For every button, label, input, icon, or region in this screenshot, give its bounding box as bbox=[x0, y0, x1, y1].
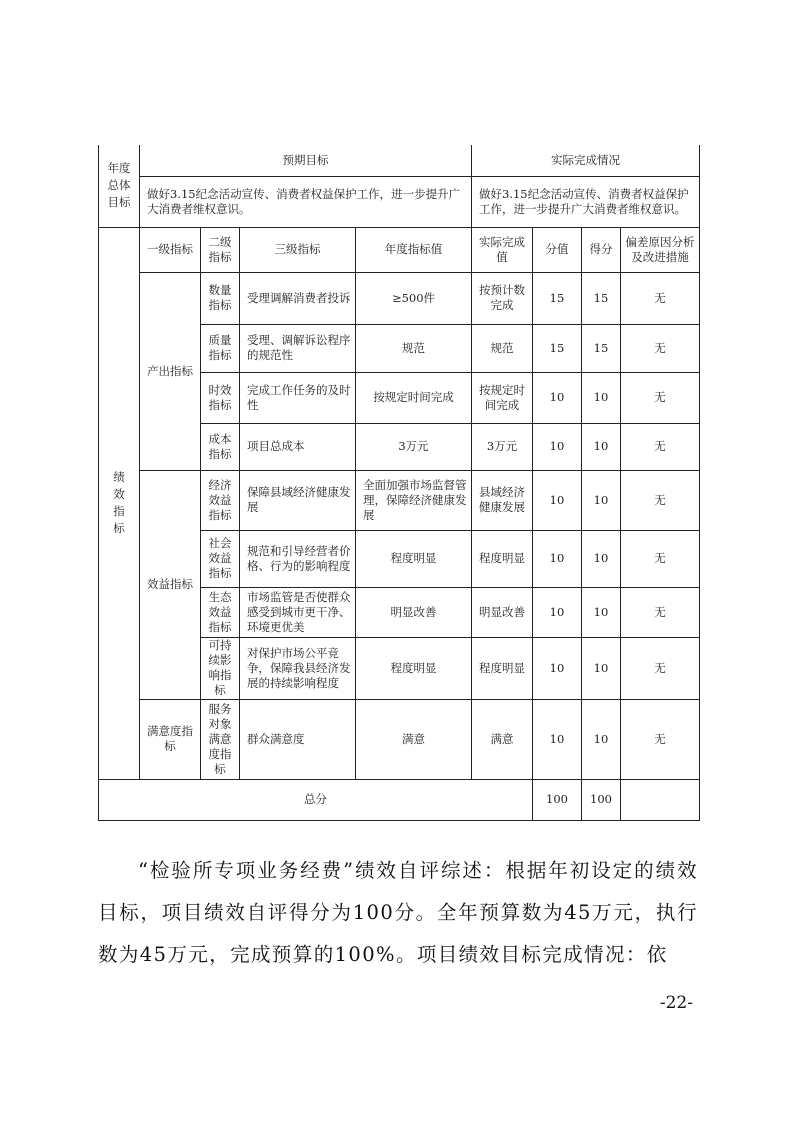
row-score-got: 10 bbox=[582, 699, 621, 779]
header-level2: 二级指标 bbox=[201, 227, 240, 272]
row-deviation: 无 bbox=[621, 637, 700, 699]
row-score-value: 10 bbox=[533, 372, 582, 423]
row-level3: 对保护市场公平竞争，保障我县经济发展的持续影响程度 bbox=[240, 637, 356, 699]
actual-completion-header: 实际完成情况 bbox=[472, 145, 700, 176]
row-level3: 保障县域经济健康发展 bbox=[240, 470, 356, 530]
row-level3: 市场监管是否使群众感受到城市更干净、环境更优美 bbox=[240, 587, 356, 637]
header-deviation: 偏差原因分析及改进措施 bbox=[621, 227, 700, 272]
row-actual-value: 规范 bbox=[472, 324, 533, 372]
row-level2: 时效指标 bbox=[201, 372, 240, 423]
row-level2: 生态效益指标 bbox=[201, 587, 240, 637]
performance-label bbox=[99, 227, 140, 779]
row-annual-value: 3万元 bbox=[356, 423, 472, 470]
row-deviation: 无 bbox=[621, 699, 700, 779]
row-level2: 质量指标 bbox=[201, 324, 240, 372]
row-actual-value: 明显改善 bbox=[472, 587, 533, 637]
row-score-got: 10 bbox=[582, 470, 621, 530]
row-deviation: 无 bbox=[621, 272, 700, 324]
row-score-value: 15 bbox=[533, 324, 582, 372]
row-level2: 社会效益指标 bbox=[201, 530, 240, 587]
row-score-got: 10 bbox=[582, 530, 621, 587]
group-satisfaction: 满意度指标 bbox=[140, 699, 201, 779]
row-level2: 数量指标 bbox=[201, 272, 240, 324]
expected-goal-header: 预期目标 bbox=[140, 145, 472, 176]
summary-paragraph-text: “检验所专项业务经费”绩效自评综述：根据年初设定的绩效目标，项目绩效自评得分为100分。全年预算数为45万元，执行数为45万元，完成预算的100%。项目绩效目标完成情况：依 bbox=[98, 859, 698, 966]
row-deviation: 无 bbox=[621, 372, 700, 423]
group-output: 产出指标 bbox=[140, 272, 201, 470]
row-actual-value: 县域经济健康发展 bbox=[472, 470, 533, 530]
row-actual-value: 满意 bbox=[472, 699, 533, 779]
row-level3: 受理、调解诉讼程序的规范性 bbox=[240, 324, 356, 372]
row-annual-value: 按规定时间完成 bbox=[356, 372, 472, 423]
group-benefit: 效益指标 bbox=[140, 470, 201, 699]
table-row bbox=[99, 470, 700, 530]
row-deviation: 无 bbox=[621, 470, 700, 530]
row-score-got: 15 bbox=[582, 272, 621, 324]
row-annual-value: 满意 bbox=[356, 699, 472, 779]
row-deviation: 无 bbox=[621, 587, 700, 637]
header-annual-value: 年度指标值 bbox=[356, 227, 472, 272]
row-score-got: 10 bbox=[582, 372, 621, 423]
row-score-value: 10 bbox=[533, 423, 582, 470]
row-level3: 受理调解消费者投诉 bbox=[240, 272, 356, 324]
row-score-value: 10 bbox=[533, 470, 582, 530]
table-row bbox=[99, 699, 700, 779]
page-number: -22- bbox=[659, 993, 693, 1013]
row-actual-value: 按预计数完成 bbox=[472, 272, 533, 324]
header-actual-value: 实际完成值 bbox=[472, 227, 533, 272]
row-level3: 群众满意度 bbox=[240, 699, 356, 779]
expected-goal-text: 做好3.15纪念活动宣传、消费者权益保护工作，进一步提升广大消费者维权意识。 bbox=[140, 176, 472, 227]
total-label: 总分 bbox=[99, 779, 533, 820]
row-level3: 规范和引导经营者价格、行为的影响程度 bbox=[240, 530, 356, 587]
row-annual-value: 规范 bbox=[356, 324, 472, 372]
annual-goal-label: 年度总体目标 bbox=[99, 145, 140, 227]
row-annual-value: 程度明显 bbox=[356, 530, 472, 587]
total-score-value: 100 bbox=[533, 779, 582, 820]
row-annual-value: 程度明显 bbox=[356, 637, 472, 699]
table-row bbox=[99, 272, 700, 324]
row-level2: 成本指标 bbox=[201, 423, 240, 470]
row-actual-value: 按规定时间完成 bbox=[472, 372, 533, 423]
header-score-got: 得分 bbox=[582, 227, 621, 272]
row-level3: 完成工作任务的及时性 bbox=[240, 372, 356, 423]
row-level2: 服务对象满意度指标 bbox=[201, 699, 240, 779]
header-level3: 三级指标 bbox=[240, 227, 356, 272]
row-annual-value: ≥500件 bbox=[356, 272, 472, 324]
row-actual-value: 程度明显 bbox=[472, 637, 533, 699]
header-score-value: 分值 bbox=[533, 227, 582, 272]
actual-completion-text: 做好3.15纪念活动宣传、消费者权益保护工作，进一步提升广大消费者维权意识。 bbox=[472, 176, 700, 227]
row-score-got: 10 bbox=[582, 587, 621, 637]
row-score-got: 10 bbox=[582, 637, 621, 699]
row-deviation: 无 bbox=[621, 324, 700, 372]
performance-label-text: 绩效指标 bbox=[113, 470, 125, 535]
row-actual-value: 程度明显 bbox=[472, 530, 533, 587]
row-level2: 经济效益指标 bbox=[201, 470, 240, 530]
row-annual-value: 明显改善 bbox=[356, 587, 472, 637]
row-annual-value: 全面加强市场监督管理，保障经济健康发展 bbox=[356, 470, 472, 530]
total-score-got: 100 bbox=[582, 779, 621, 820]
row-score-got: 15 bbox=[582, 324, 621, 372]
performance-table bbox=[98, 145, 700, 821]
row-level3: 项目总成本 bbox=[240, 423, 356, 470]
row-score-value: 15 bbox=[533, 272, 582, 324]
row-level2: 可持续影响指标 bbox=[201, 637, 240, 699]
row-deviation: 无 bbox=[621, 423, 700, 470]
row-score-got: 10 bbox=[582, 423, 621, 470]
header-level1: 一级指标 bbox=[140, 227, 201, 272]
summary-paragraph bbox=[98, 850, 698, 976]
row-score-value: 10 bbox=[533, 587, 582, 637]
row-score-value: 10 bbox=[533, 699, 582, 779]
row-actual-value: 3万元 bbox=[472, 423, 533, 470]
row-score-value: 10 bbox=[533, 637, 582, 699]
row-score-value: 10 bbox=[533, 530, 582, 587]
total-row bbox=[99, 779, 700, 820]
row-deviation: 无 bbox=[621, 530, 700, 587]
total-deviation-empty bbox=[621, 779, 700, 820]
